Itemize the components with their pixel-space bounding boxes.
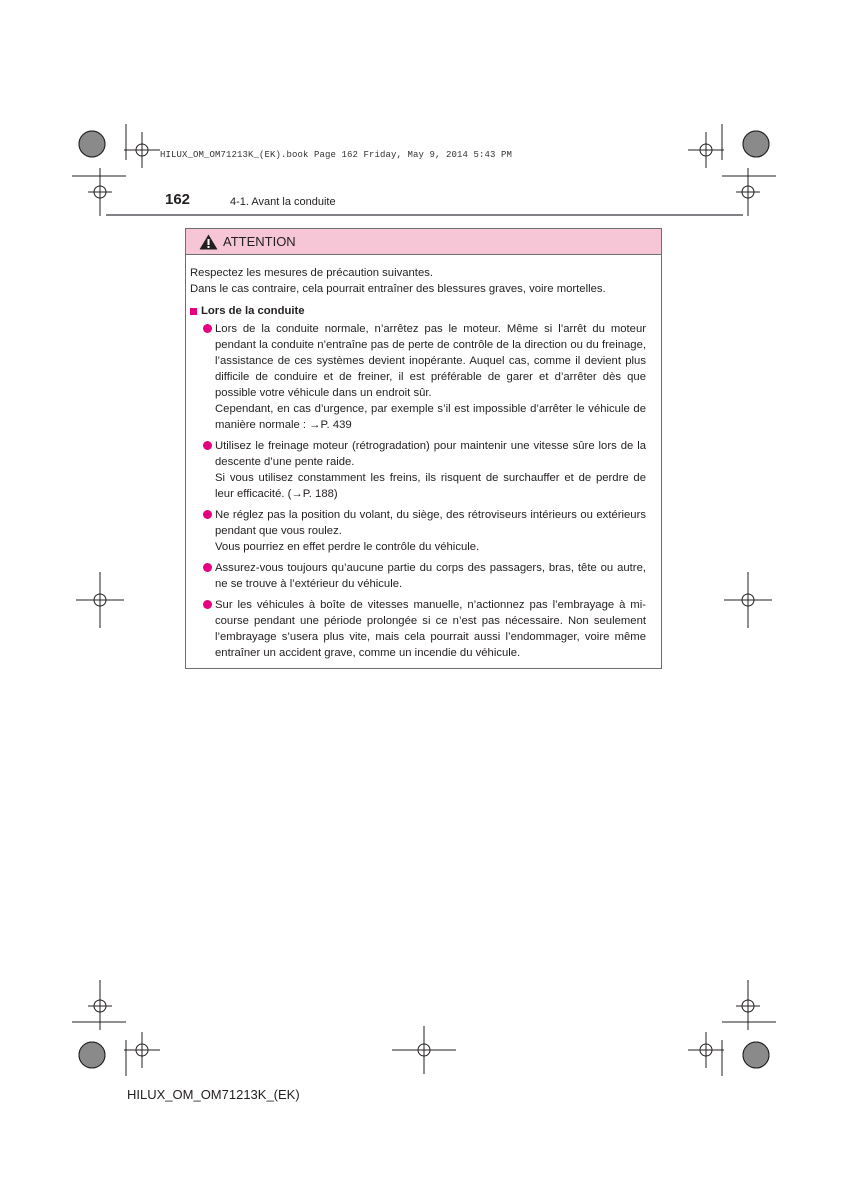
list-item: [190, 507, 646, 555]
bullet-dot-icon: [203, 510, 212, 519]
warning-icon: [199, 234, 218, 250]
list-item: [190, 321, 646, 433]
attention-title: ATTENTION: [223, 234, 296, 249]
section-title: 4-1. Avant la conduite: [230, 196, 336, 208]
bullet-dot-icon: [203, 563, 212, 572]
list-item: [190, 438, 646, 502]
attention-intro: [190, 265, 646, 297]
attention-header: [186, 229, 661, 255]
item-paragraph: Vous pourriez en effet perdre le contrôle du véhicule.: [215, 541, 480, 553]
item-paragraph: Utilisez le freinage moteur (rétrogradation) pour maintenir une vitesse sûre lors de la descente d’une pente raide.: [215, 440, 646, 468]
item-paragraph: Lors de la conduite normale, n’arrêtez pas le moteur. Même si l’arrêt du moteur pendant la conduite n’entraîne pas de perte de contrôle de la direction ou du freinage, l’assistance de ces systèmes devient inopérante. Auquel cas, comme il devient plus difficile de conduire et de freiner, il est préférable de garer et d’arrêter dès que possible votre véhicule dans un endroit sûr.: [215, 323, 646, 399]
bullet-dot-icon: [203, 441, 212, 450]
subheading: [190, 303, 646, 319]
page-number: 162: [165, 191, 191, 208]
header-divider: [106, 214, 743, 216]
subheading-text: Lors de la conduite: [201, 305, 305, 317]
intro-line: Respectez les mesures de précaution suivantes.: [190, 267, 434, 279]
item-paragraph: Si vous utilisez constamment les freins, ils risquent de surchauffer et de perdre de leur efficacité. (→P. 188): [215, 472, 646, 500]
bullet-dot-icon: [203, 600, 212, 609]
item-paragraph: Sur les véhicules à boîte de vitesses manuelle, n’actionnez pas l’embrayage à mi-course pendant une période prolongée si ce n’est pas nécessaire. Non seulement l’embrayage s’usera plus vite, mais cela pourrait aussi l’endommager, voire même entraîner un accident grave, comme un incendie du véhicule.: [215, 599, 646, 659]
list-item: [190, 597, 646, 661]
bullet-dot-icon: [203, 324, 212, 333]
print-header: HILUX_OM_OM71213K_(EK).book Page 162 Friday, May 9, 2014 5:43 PM: [160, 150, 513, 160]
attention-box: [185, 228, 662, 669]
item-paragraph: Cependant, en cas d’urgence, par exemple s’il est impossible d’arrêter le véhicule de manière normale : →P. 439: [215, 403, 646, 431]
item-paragraph: Ne réglez pas la position du volant, du siège, des rétroviseurs intérieurs ou extérieurs pendant que vous roulez.: [215, 509, 646, 537]
footer-code: HILUX_OM_OM71213K_(EK): [127, 1087, 300, 1102]
attention-body: [186, 255, 661, 661]
intro-line: Dans le cas contraire, cela pourrait entraîner des blessures graves, voire mortelles.: [190, 283, 606, 295]
list-item: [190, 560, 646, 592]
item-paragraph: Assurez-vous toujours qu’aucune partie du corps des passagers, bras, tête ou autre, ne se trouve à l’extérieur du véhicule.: [215, 562, 646, 590]
square-bullet-icon: [190, 308, 197, 315]
precaution-list: [190, 321, 646, 661]
